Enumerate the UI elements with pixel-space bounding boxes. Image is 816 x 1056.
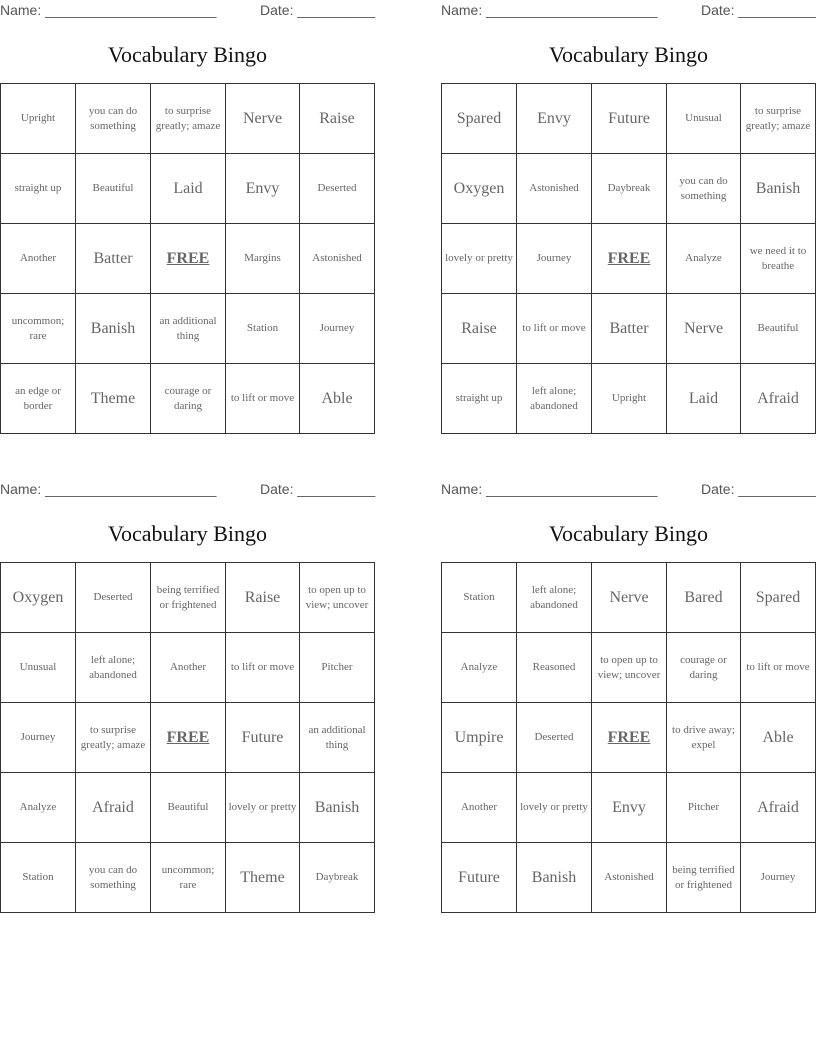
card-header	[441, 2, 816, 20]
bingo-cell: Oxygen	[1, 563, 76, 633]
bingo-cell: to surprise greatly; amaze	[151, 84, 226, 154]
free-space-cell: FREE	[592, 703, 667, 773]
bingo-cell: Banish	[517, 843, 592, 912]
name-field-label: Name: ______________________	[441, 481, 658, 497]
bingo-cell: Afraid	[757, 389, 799, 407]
bingo-cell: Pitcher	[300, 633, 374, 703]
free-space-cell: FREE	[592, 224, 667, 294]
bingo-card	[441, 479, 816, 913]
bingo-cell: Deserted	[300, 154, 374, 224]
bingo-cell: uncommon; rare	[151, 843, 226, 912]
bingo-cell: Banish	[741, 154, 815, 224]
bingo-cell: Beautiful	[741, 294, 815, 364]
bingo-card	[0, 479, 375, 913]
free-space-cell: FREE	[151, 224, 226, 294]
bingo-cell: you can do something	[76, 843, 151, 912]
bingo-cell: Raise	[226, 563, 300, 633]
bingo-cell: Batter	[76, 224, 151, 294]
bingo-cell: Banish	[300, 773, 374, 843]
bingo-cell: courage or daring	[151, 364, 226, 433]
bingo-grid	[441, 562, 816, 913]
date-field-label: Date: __________	[260, 481, 376, 497]
bingo-cell: Unusual	[667, 84, 741, 154]
bingo-cell: Bared	[667, 563, 741, 633]
bingo-cell: Pitcher	[667, 773, 741, 843]
name-field-label: Name: ______________________	[441, 2, 658, 18]
bingo-cell: Envy	[226, 154, 300, 224]
bingo-cell: Able	[741, 703, 815, 773]
bingo-cell: Station	[226, 294, 300, 364]
bingo-cell: Oxygen	[442, 154, 517, 224]
bingo-cell: we need it to breathe	[741, 224, 815, 294]
bingo-cell: left alone; abandoned	[76, 633, 151, 703]
bingo-cell: to lift or move	[226, 364, 300, 433]
bingo-cell: Banish	[76, 294, 151, 364]
bingo-cell: Reasoned	[517, 633, 592, 703]
bingo-cell: Theme	[76, 364, 151, 433]
bingo-cell: left alone; abandoned	[517, 364, 592, 433]
bingo-cell: to lift or move	[741, 633, 815, 703]
card-header	[441, 481, 816, 499]
bingo-cell: Upright	[1, 84, 76, 154]
date-field-label: Date: __________	[701, 2, 816, 18]
bingo-cell: Spared	[442, 84, 517, 154]
bingo-cell: straight up	[442, 364, 517, 433]
bingo-cell: Beautiful	[151, 773, 226, 843]
bingo-cell: you can do something	[667, 154, 741, 224]
bingo-cell: Margins	[226, 224, 300, 294]
bingo-cell: Nerve	[226, 84, 300, 154]
card-title: Vocabulary Bingo	[107, 42, 268, 67]
bingo-grid	[441, 83, 816, 434]
bingo-cell: Daybreak	[592, 154, 667, 224]
bingo-cell: Journey	[1, 703, 76, 773]
bingo-cell: you can do something	[76, 84, 151, 154]
bingo-cell: Beautiful	[76, 154, 151, 224]
bingo-cell: Envy	[517, 84, 592, 154]
bingo-cell: Raise	[300, 84, 374, 154]
card-title: Vocabulary Bingo	[548, 521, 709, 546]
bingo-cell: Astonished	[300, 224, 374, 294]
bingo-cell: Future	[592, 84, 667, 154]
bingo-cell: Analyze	[667, 224, 741, 294]
bingo-cell: left alone; abandoned	[517, 563, 592, 633]
bingo-cell: Upright	[592, 364, 667, 433]
bingo-cell: Journey	[300, 294, 374, 364]
bingo-cell: Able	[321, 389, 353, 407]
card-header	[0, 2, 375, 20]
bingo-cell: to surprise greatly; amaze	[76, 703, 151, 773]
bingo-cell: straight up	[1, 154, 76, 224]
bingo-cell: uncommon; rare	[1, 294, 76, 364]
name-field-label: Name: ______________________	[0, 2, 217, 18]
bingo-cell: an additional thing	[300, 703, 374, 773]
bingo-cell: lovely or pretty	[517, 773, 592, 843]
bingo-cell: to open up to view; uncover	[592, 633, 667, 703]
bingo-cell: Nerve	[667, 294, 741, 364]
bingo-cell: an additional thing	[151, 294, 226, 364]
bingo-cell: Nerve	[592, 563, 667, 633]
bingo-card	[441, 0, 816, 434]
bingo-cell: Future	[442, 843, 517, 912]
name-field-label: Name: ______________________	[0, 481, 217, 497]
card-title: Vocabulary Bingo	[107, 521, 268, 546]
bingo-cell: Future	[226, 703, 300, 773]
bingo-cell: lovely or pretty	[442, 224, 517, 294]
date-field-label: Date: __________	[701, 481, 816, 497]
bingo-cell: Batter	[592, 294, 667, 364]
bingo-cell: Another	[1, 224, 76, 294]
bingo-grid	[0, 83, 375, 434]
bingo-cell: Spared	[741, 563, 815, 633]
bingo-cell: Raise	[442, 294, 517, 364]
bingo-cell: Analyze	[1, 773, 76, 843]
bingo-cell: Journey	[760, 871, 796, 883]
bingo-card	[0, 0, 375, 434]
date-field-label: Date: __________	[260, 2, 376, 18]
bingo-cell: Deserted	[76, 563, 151, 633]
bingo-cell: being terrified or frightened	[667, 843, 741, 912]
bingo-cell: Laid	[667, 364, 741, 433]
bingo-cell: to drive away; expel	[667, 703, 741, 773]
bingo-cell: to open up to view; uncover	[300, 563, 374, 633]
bingo-cell: to surprise greatly; amaze	[741, 84, 815, 154]
bingo-cell: Envy	[592, 773, 667, 843]
bingo-cell: Unusual	[1, 633, 76, 703]
card-title: Vocabulary Bingo	[548, 42, 709, 67]
bingo-cell: Another	[151, 633, 226, 703]
card-header	[0, 481, 375, 499]
bingo-cell: Afraid	[76, 773, 151, 843]
bingo-grid	[0, 562, 375, 913]
free-space-cell: FREE	[151, 703, 226, 773]
bingo-cell: Journey	[517, 224, 592, 294]
bingo-cell: lovely or pretty	[226, 773, 300, 843]
bingo-cell: Theme	[226, 843, 300, 912]
bingo-cell: Station	[1, 843, 76, 912]
bingo-cell: courage or daring	[667, 633, 741, 703]
bingo-cell: Laid	[151, 154, 226, 224]
bingo-cell: to lift or move	[226, 633, 300, 703]
bingo-cell: Astonished	[592, 843, 667, 912]
bingo-cell: being terrified or frightened	[151, 563, 226, 633]
bingo-cell: Umpire	[442, 703, 517, 773]
bingo-cell: to lift or move	[517, 294, 592, 364]
bingo-cell: Station	[442, 563, 517, 633]
bingo-cell: Afraid	[741, 773, 815, 843]
bingo-cell: Analyze	[442, 633, 517, 703]
bingo-cell: Another	[442, 773, 517, 843]
bingo-cell: Daybreak	[315, 871, 359, 883]
bingo-cell: Deserted	[517, 703, 592, 773]
bingo-cell: Astonished	[517, 154, 592, 224]
bingo-cell: an edge or border	[1, 364, 76, 433]
